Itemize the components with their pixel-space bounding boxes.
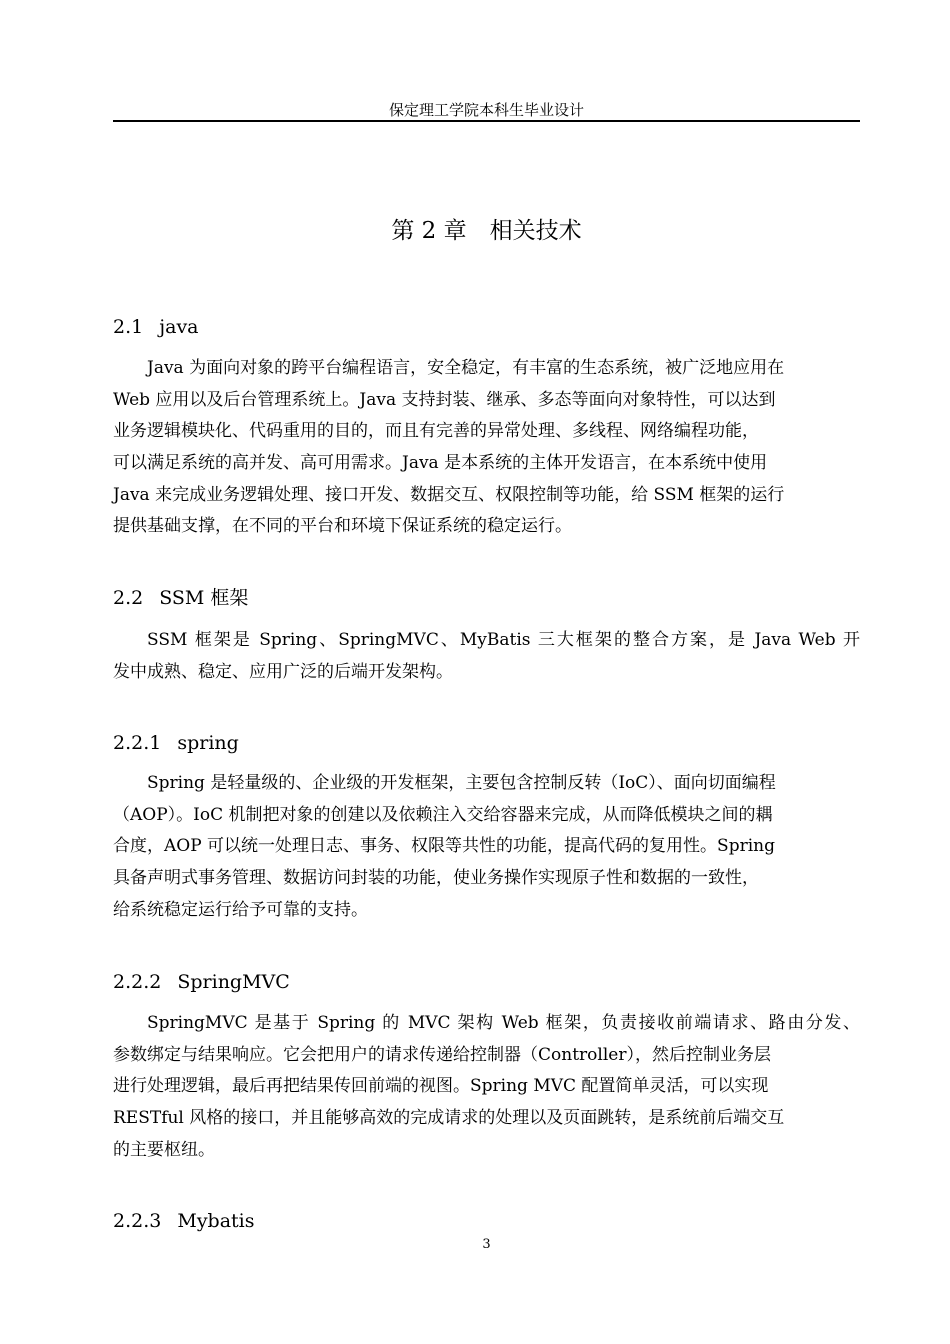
section-heading-2-2-3	[113, 1208, 255, 1234]
section-number: 2.2.1	[113, 732, 162, 754]
chapter-title: 第 2 章 相关技术	[391, 218, 582, 244]
paragraph-line: Spring 是轻量级的、企业级的开发框架，主要包含控制反转（IoC）、面向切面编程	[147, 773, 776, 793]
paragraph-spring	[113, 768, 860, 926]
paragraph-line: Java 为面向对象的跨平台编程语言，安全稳定，有丰富的生态系统，被广泛地应用在	[147, 358, 785, 378]
paragraph-springmvc	[113, 1008, 860, 1166]
section-number: 2.2.3	[113, 1210, 162, 1232]
paragraph-line: RESTful 风格的接口，并且能够高效的完成请求的处理以及页面跳转，是系统前后端交互	[113, 1108, 785, 1129]
section-heading-2-2	[113, 585, 248, 611]
paragraph-line: Java 来完成业务逻辑处理、接口开发、数据交互、权限控制等功能，给 SSM 框架的运行	[113, 484, 785, 505]
page-number: 3	[482, 1237, 491, 1252]
section-heading-2-2-2	[113, 969, 290, 995]
paragraph-line: Web 应用以及后台管理系统上。Java 支持封装、继承、多态等面向对象特性，可以达到	[113, 389, 776, 410]
paragraph-line: 参数绑定与结果响应。它会把用户的请求传递给控制器（Controller），然后控制业务层	[113, 1044, 771, 1065]
paragraph-line: 合度，AOP 可以统一处理日志、事务、权限等共性的功能，提高代码的复用性。Spring	[113, 836, 775, 857]
paragraph-line: 提供基础支撑，在不同的平台和环境下保证系统的稳定运行。	[113, 516, 572, 537]
paragraph-line: （AOP）。IoC 机制把对象的创建以及依赖注入交给容器来完成，从而降低模块之间的耦	[113, 804, 773, 825]
paragraph-line: 业务逻辑模块化、代码重用的目的，而且有完善的异常处理、多线程、网络编程功能，	[113, 421, 759, 442]
paragraph-java	[113, 353, 860, 543]
paragraph-line: 可以满足系统的高并发、高可用需求。Java 是本系统的主体开发语言，在本系统中使用	[113, 453, 768, 474]
section-heading-2-1	[113, 314, 199, 340]
paragraph-line: SSM 框架是 Spring、SpringMVC、MyBatis 三大框架的整合方案，是 Java Web 开	[147, 630, 860, 650]
section-number: 2.2.2	[113, 971, 162, 993]
section-heading-2-2-1	[113, 730, 239, 756]
section-number: 2.2	[113, 587, 144, 609]
section-title: spring	[177, 732, 239, 754]
paragraph-line: 发中成熟、稳定、应用广泛的后端开发架构。	[113, 661, 453, 682]
section-title: SpringMVC	[177, 971, 290, 993]
paragraph-line: 的主要枢纽。	[113, 1139, 215, 1160]
section-title: Mybatis	[177, 1210, 255, 1232]
running-header: 保定理工学院本科生毕业设计	[388, 101, 584, 119]
paragraph-line: 具备声明式事务管理、数据访问封装的功能，使业务操作实现原子性和数据的一致性，	[113, 868, 759, 889]
section-title: SSM 框架	[159, 587, 249, 609]
paragraph-line: 给系统稳定运行给予可靠的支持。	[113, 899, 368, 920]
paragraph-line: SpringMVC 是基于 Spring 的 MVC 架构 Web 框架，负责接收前端请求、路由分发、	[147, 1013, 860, 1033]
paragraph-ssm	[113, 625, 860, 688]
paragraph-line: 进行处理逻辑，最后再把结果传回前端的视图。Spring MVC 配置简单灵活，可以实现	[113, 1076, 769, 1097]
section-number: 2.1	[113, 316, 144, 338]
header-rule	[113, 120, 860, 122]
section-title: java	[159, 316, 199, 338]
